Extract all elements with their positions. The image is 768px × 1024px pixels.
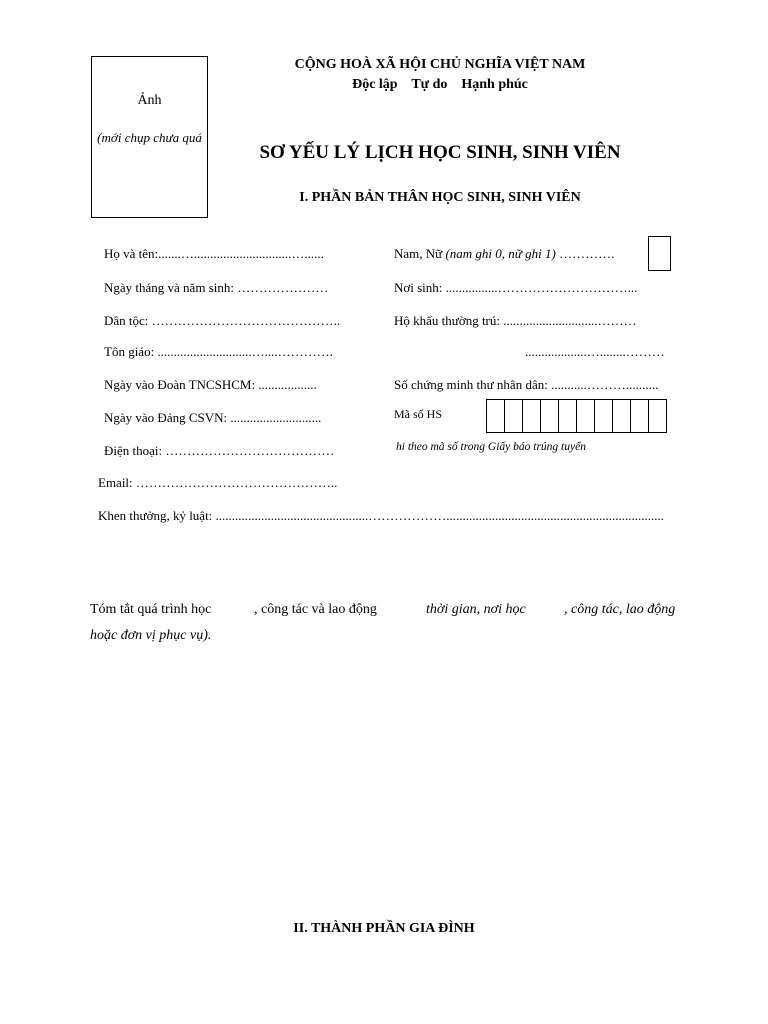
name-field: Họ và tên:.......…..............................…...... bbox=[104, 246, 324, 261]
gender-box[interactable] bbox=[648, 236, 671, 271]
section-1-heading: I. PHẦN BẢN THÂN HỌC SINH, SINH VIÊN bbox=[299, 190, 581, 205]
country-heading: CỘNG HOÀ XÃ HỘI CHỦ NGHĨA VIỆT NAM bbox=[294, 57, 586, 72]
residence-continued: ...................…........……… bbox=[525, 344, 665, 359]
student-code-note: hi theo mã số trong Giấy báo trúng tuyển bbox=[396, 441, 586, 453]
student-code-cell[interactable] bbox=[631, 400, 649, 432]
student-code-cell[interactable] bbox=[505, 400, 523, 432]
photo-note: (mới chụp chưa quá bbox=[97, 130, 202, 145]
summary-part-4: , công tác, lao động bbox=[564, 602, 676, 617]
student-code-cell[interactable] bbox=[559, 400, 577, 432]
gender-field bbox=[394, 246, 614, 262]
youth-union-field: Ngày vào Đoàn TNCSHCM: .................. bbox=[104, 377, 317, 392]
student-code-grid[interactable] bbox=[486, 399, 667, 433]
motto: Độc lập Tự do Hạnh phúc bbox=[352, 77, 528, 92]
awards-field: Khen thưởng, kỷ luật: ...............................................………………................................................................... bbox=[98, 508, 665, 523]
residence-field: Hộ khẩu thường trú: .............................……… bbox=[394, 313, 637, 328]
dob-field: Ngày tháng và năm sinh: ………………… bbox=[104, 280, 329, 295]
student-code-label: Mã số HS bbox=[394, 407, 443, 421]
student-code-cell[interactable] bbox=[649, 400, 666, 432]
section-2-heading: II. THÀNH PHẦN GIA ĐÌNH bbox=[293, 921, 475, 936]
summary-part-1: Tóm tắt quá trình học bbox=[90, 602, 212, 617]
student-code-cell[interactable] bbox=[487, 400, 505, 432]
phone-field: Điện thoại: ………………………………… bbox=[104, 443, 335, 458]
student-code-cell[interactable] bbox=[541, 400, 559, 432]
student-code-cell[interactable] bbox=[613, 400, 631, 432]
birthplace-field: Nơi sinh: ................…………………………... bbox=[394, 280, 638, 295]
student-code-cell[interactable] bbox=[577, 400, 595, 432]
summary-line-2: hoặc đơn vị phục vụ). bbox=[90, 628, 212, 643]
id-number-field: Số chứng minh thư nhân dân: ...........……….......... bbox=[394, 377, 659, 392]
summary-part-2: , công tác và lao động bbox=[254, 602, 377, 617]
photo-box bbox=[91, 56, 208, 218]
gender-note: (nam ghi 0, nữ ghi 1) bbox=[445, 246, 556, 261]
student-code-cell[interactable] bbox=[595, 400, 613, 432]
party-date-field: Ngày vào Đảng CSVN: ............................ bbox=[104, 410, 322, 425]
gender-dots: …………. bbox=[559, 246, 615, 261]
photo-label: Ảnh bbox=[137, 93, 162, 108]
student-code-cell[interactable] bbox=[523, 400, 541, 432]
summary-part-3: thời gian, nơi học bbox=[426, 602, 526, 617]
email-field: Email: ……………………………………….. bbox=[98, 475, 338, 490]
ethnicity-field: Dân tộc: …………………………………….. bbox=[104, 313, 341, 328]
gender-label: Nam, Nữ bbox=[394, 246, 443, 261]
religion-field: Tôn giáo: .............................…....…………. bbox=[104, 344, 333, 359]
form-title: SƠ YẾU LÝ LỊCH HỌC SINH, SINH VIÊN bbox=[259, 142, 621, 163]
